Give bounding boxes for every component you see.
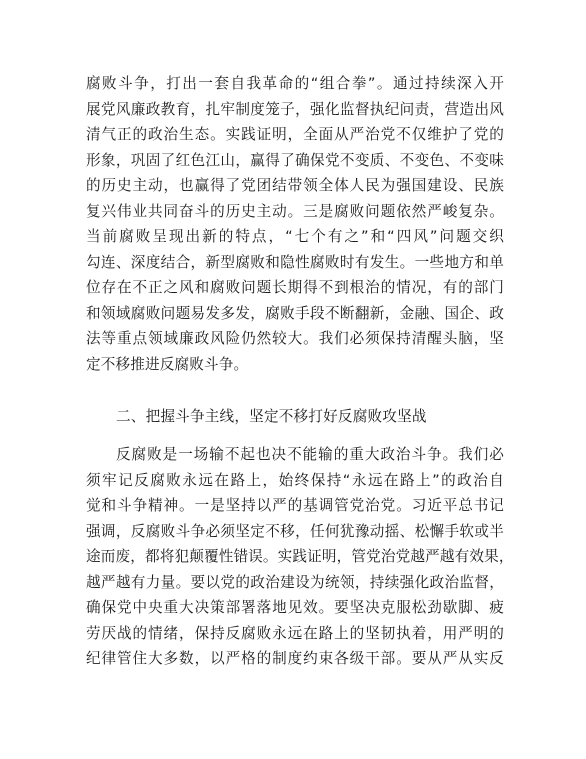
paragraph-line: 复兴伟业共同奋斗的历史主动。三是腐败问题依然严峻复杂。: [86, 202, 504, 220]
paragraph-line: 的历史主动，也赢得了党团结带领全体人民为强国建设、民族: [86, 177, 504, 194]
paragraph-line: 途而废，都将犯颠覆性错误。实践证明，管党治党越严越有效果，: [86, 548, 514, 565]
paragraph-line: 法等重点领域廉政风险仍然较大。我们必须保持清醒头脑，坚: [86, 330, 504, 347]
paragraph-line: 劳厌战的情绪，保持反腐败永远在路上的坚韧执着，用严明的: [86, 624, 504, 642]
paragraph-line: 腐败斗争，打出一套自我革命的“组合拳”。通过持续深入开: [86, 75, 504, 92]
paragraph-line: 定不移推进反腐败斗争。: [86, 355, 249, 373]
paragraph-line: 纪律管住大多数，以严格的制度约束各级干部。要从严从实反: [86, 650, 504, 667]
paragraph-2: [86, 442, 514, 672]
section-heading: 二、把握斗争主线，坚定不移打好反腐败攻坚战: [116, 408, 427, 425]
paragraph-line: 觉和斗争精神。一是坚持以严的基调管党治党。习近平总书记: [86, 497, 504, 514]
paragraph-line: 确保党中央重大决策部署落地见效。要坚决克服松劲歇脚、疲: [86, 599, 504, 616]
paragraph-1: [86, 71, 504, 377]
paragraph-line: 展党风廉政教育，扎牢制度笼子，强化监督执纪问责，营造出风: [86, 100, 504, 118]
paragraph-line: 越严越有力量。要以党的政治建设为统领，持续强化政治监督，: [86, 573, 504, 591]
paragraph-line: 强调，反腐败斗争必须坚定不移，任何犹豫动摇、松懈手软或半: [86, 522, 504, 540]
paragraph-line: 形象，巩固了红色江山，赢得了确保党不变质、不变色、不变味: [86, 151, 504, 169]
paragraph-line: 反腐败是一场输不起也决不能输的重大政治斗争。我们必: [116, 446, 504, 463]
paragraph-line: 当前腐败呈现出新的特点，“七个有之”和“四风”问题交织: [86, 228, 504, 245]
paragraph-line: 位存在不正之风和腐败问题长期得不到根治的情况，有的部门: [86, 279, 504, 296]
paragraph-line: 勾连、深度结合，新型腐败和隐性腐败时有发生。一些地方和单: [86, 253, 504, 271]
paragraph-line: 须牢记反腐败永远在路上，始终保持“永远在路上”的政治自: [86, 471, 504, 489]
paragraph-line: 和领域腐败问题易发多发，腐败手段不断翻新，金融、国企、政: [86, 304, 504, 322]
paragraph-line: 清气正的政治生态。实践证明，全面从严治党不仅维护了党的: [86, 126, 504, 143]
